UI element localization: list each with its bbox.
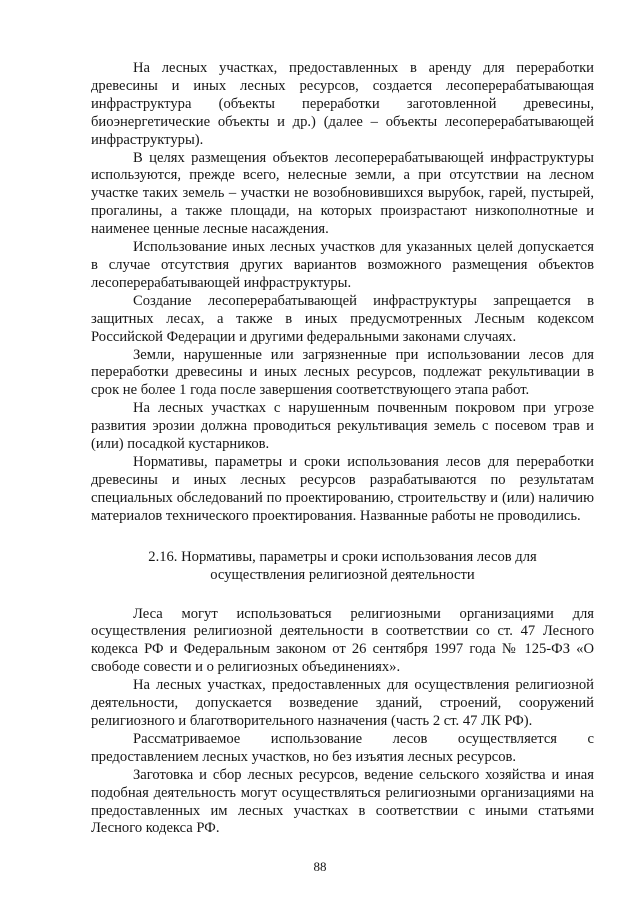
- paragraph-other-plots-usage: Использование иных лесных участков для указанных целей допускается в случае отсутствия других вариантов возможного размещения объектов лесоперерабатывающей инфраструктуры.: [91, 239, 594, 291]
- section-heading-line-2: осуществления религиозной деятельности: [210, 566, 475, 583]
- section-heading-line-1: 2.16. Нормативы, параметры и сроки использования лесов для: [148, 548, 537, 565]
- paragraph-religious-use-law: Леса могут использоваться религиозными организациями для осуществления религиозной деятельности в соответствии со ст. 47 Лесного кодекса РФ и Федеральным законом от 26 сентября 1997 года № 125-ФЗ «О свободе совести и о религиозных объединениях».: [91, 605, 594, 676]
- paragraph-erosion-recultivation: На лесных участках с нарушенным почвенным покровом при угрозе развития эрозии должна проводиться рекультивация земель с посевом трав и (или) посадкой кустарников.: [91, 400, 594, 453]
- paragraph-placement-lands: В целях размещения объектов лесоперерабатывающей инфраструктуры используются, прежде всего, нелесные земли, а при отсутствии на лесном участке таких земель – участки не возобновившихся вырубок, гарей, пустырей, прогалины, а также площади, на которых произрастают низкополнотные и наименее ценные лесные насаждения.: [91, 149, 594, 238]
- paragraph-land-recultivation: Земли, нарушенные или загрязненные при использовании лесов для переработки древесины и иных лесных ресурсов, подлежат рекультивации в срок не более 1 года после завершения соответствующего этапа работ.: [91, 346, 594, 399]
- document-body: [91, 60, 594, 838]
- paragraph-no-resource-withdrawal: Рассматриваемое использование лесов осуществляется с предоставлением лесных участков, но без изъятия лесных ресурсов.: [91, 730, 594, 765]
- section-heading: [91, 548, 594, 584]
- paragraph-religious-buildings: На лесных участках, предоставленных для осуществления религиозной деятельности, допускается возведение зданий, строений, сооружений религиозного и благотворительного назначения (часть 2 ст. 47 ЛК РФ).: [91, 677, 594, 729]
- paragraph-norms-processing: Нормативы, параметры и сроки использования лесов для переработки древесины и иных лесных ресурсов разрабатываются по результатам специальных обследований по проектированию, строительству и (или) наличию материалов технического проектирования. Названные работы не проводились.: [91, 453, 594, 524]
- paragraph-resource-harvesting: Заготовка и сбор лесных ресурсов, ведение сельского хозяйства и иная подобная деятельность могут осуществляться религиозными организациями на предоставленных им лесных участках в соответствии с иными статьями Лесного кодекса РФ.: [91, 766, 594, 837]
- paragraph-lease-processing-infrastructure: На лесных участках, предоставленных в аренду для переработки древесины и иных лесных ресурсов, создается лесоперерабатывающая инфраструктура (объекты переработки заготовленной древесины, биоэнергетические объекты и др.) (далее – объекты лесоперерабатывающей инфраструктуры).: [91, 60, 594, 148]
- paragraph-protective-forests-ban: Создание лесоперерабатывающей инфраструктуры запрещается в защитных лесах, а также в иных предусмотренных Лесным кодексом Российской Федерации и другими федеральными законами случаях.: [91, 292, 594, 345]
- page-number: 88: [313, 859, 327, 874]
